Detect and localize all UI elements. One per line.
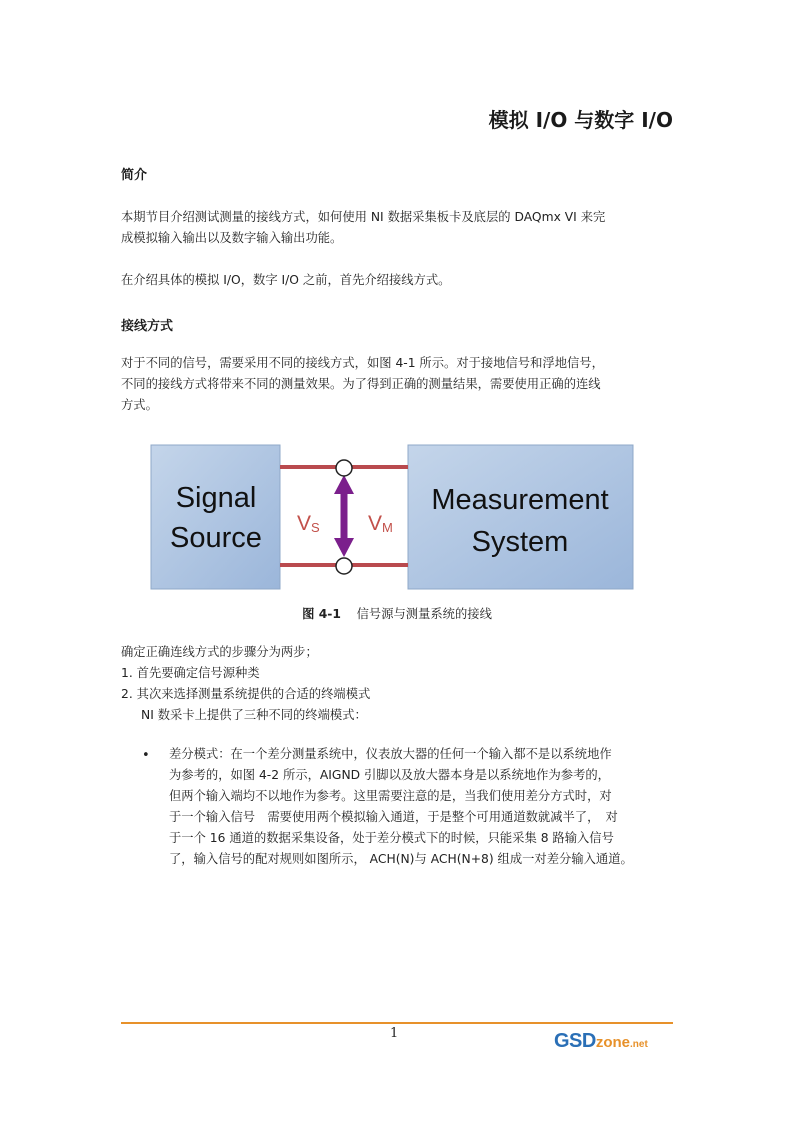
section-heading-intro: 简介 [121, 168, 148, 183]
wiring-line-1: 对于不同的信号，需要采用不同的接线方式，如图 4-1 所示。对于接地信号和浮地信号， [121, 356, 604, 370]
section-heading-wiring: 接线方式 [121, 319, 174, 334]
signal-source-label-2: Source [170, 522, 262, 554]
differential-mode-paragraph [169, 744, 689, 870]
page-number: 1 [390, 1026, 399, 1041]
wiring-line-3: 方式。 [121, 398, 158, 412]
top-terminal [336, 460, 352, 476]
vs-label: VS [297, 512, 320, 535]
logo-net: .net [630, 1039, 648, 1050]
step-1: 1. 首先要确定信号源种类 [121, 666, 260, 680]
step-2: 2. 其次来选择测量系统提供的合适的终端模式 [121, 687, 371, 701]
wiring-diagram [150, 442, 636, 592]
signal-source-label-1: Signal [175, 482, 257, 514]
vm-label: VM [368, 512, 393, 535]
measurement-system-box [408, 445, 633, 589]
page-title: 模拟 I/O 与数字 I/O [488, 108, 673, 132]
intro-line-1: 本期节目介绍测试测量的接线方式，如何使用 NI 数据采集板卡及底层的 DAQmx VI 来完 [121, 210, 606, 224]
bullet-line-4: 于一个输入信号 需要使用两个模拟输入通道，于是整个可用通道数就减半了， 对 [169, 810, 618, 824]
logo-zone: zone [595, 1034, 631, 1051]
bottom-terminal [336, 558, 352, 574]
voltage-arrow-down [334, 538, 354, 557]
figure-number: 图 4-1 [302, 607, 341, 621]
figure-caption-text: 信号源与测量系统的接线 [356, 607, 492, 621]
intro-line-2: 成模拟输入输出以及数字输入输出功能。 [121, 231, 343, 245]
measurement-system-label-2: System [471, 526, 569, 558]
intro-paragraph [121, 207, 677, 249]
step-2-sub: NI 数采卡上提供了三种不同的终端模式： [141, 708, 367, 722]
bullet-line-1: 差分模式：在一个差分测量系统中，仪表放大器的任何一个输入都不是以系统地作 [169, 747, 612, 761]
measurement-system-label-1: Measurement [431, 484, 609, 516]
bullet-line-5: 于一个 16 通道的数据采集设备，处于差分模式下的时候，只能采集 8 路输入信号 [169, 831, 614, 845]
signal-source-box [151, 445, 280, 589]
voltage-arrow-up [334, 475, 354, 494]
bullet-line-6: 了，输入信号的配对规则如图所示， ACH(N)与 ACH(N+8) 组成一对差分输入通道。 [169, 852, 633, 866]
bullet-line-2: 为参考的，如图 4-2 所示，AIGND 引脚以及放大器本身是以系统地作为参考的， [169, 768, 610, 782]
bullet-icon: • [142, 748, 150, 763]
wiring-paragraph [121, 353, 677, 416]
logo-gsd: GSD [554, 1030, 596, 1052]
intro-paragraph-2: 在介绍具体的模拟 I/O，数字 I/O 之前，首先介绍接线方式。 [121, 273, 451, 287]
footer-divider [121, 1022, 673, 1024]
steps-intro: 确定正确连线方式的步骤分为两步； [121, 645, 318, 659]
wiring-line-2: 不同的接线方式将带来不同的测量效果。为了得到正确的测量结果，需要使用正确的连线 [121, 377, 601, 391]
gsdzone-logo [554, 1030, 648, 1053]
figure-caption [0, 604, 794, 622]
bullet-line-3: 但两个输入端均不以地作为参考。这里需要注意的是，当我们使用差分方式时，对 [169, 789, 612, 803]
